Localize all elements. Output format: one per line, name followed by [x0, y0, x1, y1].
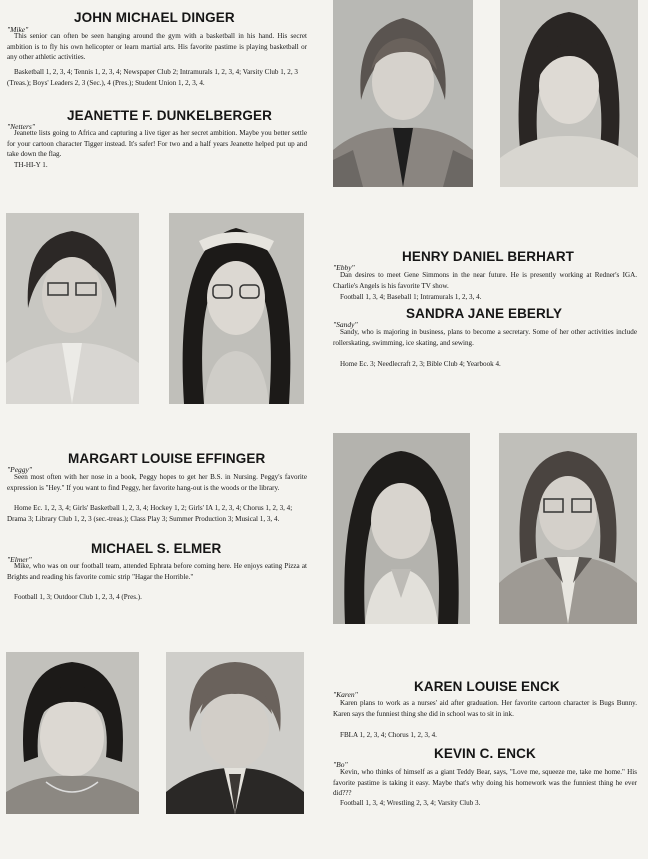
student-portrait: [333, 433, 470, 624]
student-nickname: "Peggy": [7, 465, 33, 474]
student-activities: Basketball 1, 2, 3, 4; Tennis 1, 2, 3, 4; Newspaper Club 2; Intramurals 1, 2, 3, 4; Varsity Club 1, 2, 3 (Treas.); Boys' Leaders 2, 3 (Sec.), 4 (Pres.); Student Union 1, 2, 3, 4.: [7, 68, 298, 87]
student-name: JEANETTE F. DUNKELBERGER: [67, 108, 272, 123]
student-name: MARGART LOUISE EFFINGER: [68, 451, 266, 466]
student-bio: Kevin, who thinks of himself as a giant Teddy Bear, says, "Love me, squeeze me, take me home." His favorite pastime is taking it easy. Maybe that's why doing his homework was the funniest thing he ever did???: [333, 768, 637, 798]
student-bio: Jeanette lists going to Africa and capturing a live tiger as her secret ambition. Maybe you better settle for your cartoon character Tigger instead. It's safer! For two and a half years Jeanette helped put up and take down the flag.: [7, 129, 307, 159]
student-portrait: [500, 0, 638, 187]
student-activities: Football 1, 3, 4; Wrestling 2, 3, 4; Varsity Club 3.: [340, 799, 481, 807]
student-portrait: [169, 213, 304, 404]
student-bio: This senior can often be seen hanging around the gym with a basketball in his hand. His secret ambition is to fly his own helicopter or learn martial arts. His favorite pastime is playing basketball or any other athletic activities.: [7, 32, 307, 62]
student-name: JOHN MICHAEL DINGER: [74, 10, 235, 25]
student-name: SANDRA JANE EBERLY: [406, 306, 563, 321]
student-nickname: "Karen": [333, 690, 358, 699]
student-activities: FBLA 1, 2, 3, 4; Chorus 1, 2, 3, 4.: [340, 731, 437, 739]
student-bio: Karen plans to work as a nurses' aid after graduation. Her favorite cartoon character is Bugs Bunny. Karen says the funniest thing she did in school was to sit in ink.: [333, 699, 637, 718]
student-activities: TH-HI-Y 1.: [14, 161, 48, 169]
student-nickname: "Bo": [333, 760, 348, 769]
student-nickname: "Mike": [7, 25, 29, 34]
student-bio: Mike, who was on our football team, attended Ephrata before coming here. He enjoys eating Pizza at Brights and reading his favorite comic strip "Hagar the Horrible.": [7, 562, 307, 581]
student-portrait: [166, 652, 304, 814]
student-name: MICHAEL S. ELMER: [91, 541, 222, 556]
student-bio: Seen most often with her nose in a book, Peggy hopes to get her B.S. in Nursing. Peggy's favorite expression is "Hey." If you want to find Peggy, her favorite hang-out is the woods or the library.: [7, 473, 307, 492]
student-activities: Home Ec. 3; Needlecraft 2, 3; Bible Club 4; Yearbook 4.: [340, 360, 501, 368]
student-nickname: "Netters": [7, 122, 35, 131]
student-name: HENRY DANIEL BERHART: [402, 249, 575, 264]
student-nickname: "Sandy": [333, 320, 358, 329]
student-nickname: "Ebby": [333, 263, 355, 272]
student-portrait: [6, 652, 139, 814]
student-bio: Dan desires to meet Gene Simmons in the near future. He is presently working at Redner's IGA. Charlie's Angels is his favorite TV show.: [333, 271, 637, 290]
student-activities: Football 1, 3, 4; Baseball 1; Intramurals 1, 2, 3, 4.: [340, 293, 482, 301]
student-nickname: "Elmer": [7, 555, 32, 564]
student-portrait: [333, 0, 473, 187]
student-activities: Football 1, 3; Outdoor Club 1, 2, 3, 4 (Pres.).: [14, 593, 142, 601]
student-bio: Sandy, who is majoring in business, plans to become a secretary. Some of her other activities include rollerskating, swimming, ice skating, and sewing.: [333, 328, 637, 347]
student-portrait: [6, 213, 139, 404]
student-name: KAREN LOUISE ENCK: [414, 679, 560, 694]
student-name: KEVIN C. ENCK: [434, 746, 536, 761]
student-portrait: [499, 433, 637, 624]
student-activities: Home Ec. 1, 2, 3, 4; Girls' Basketball 1, 2, 3, 4; Hockey 1, 2; Girls' IA 1, 2, 3, 4; Chorus 1, 2, 3, 4; Drama 3; Library Club 1, 2, 3 (sec.-treas.); Class Play 3; Summer Production 3; Musical 1, 3, 4.: [7, 504, 293, 523]
